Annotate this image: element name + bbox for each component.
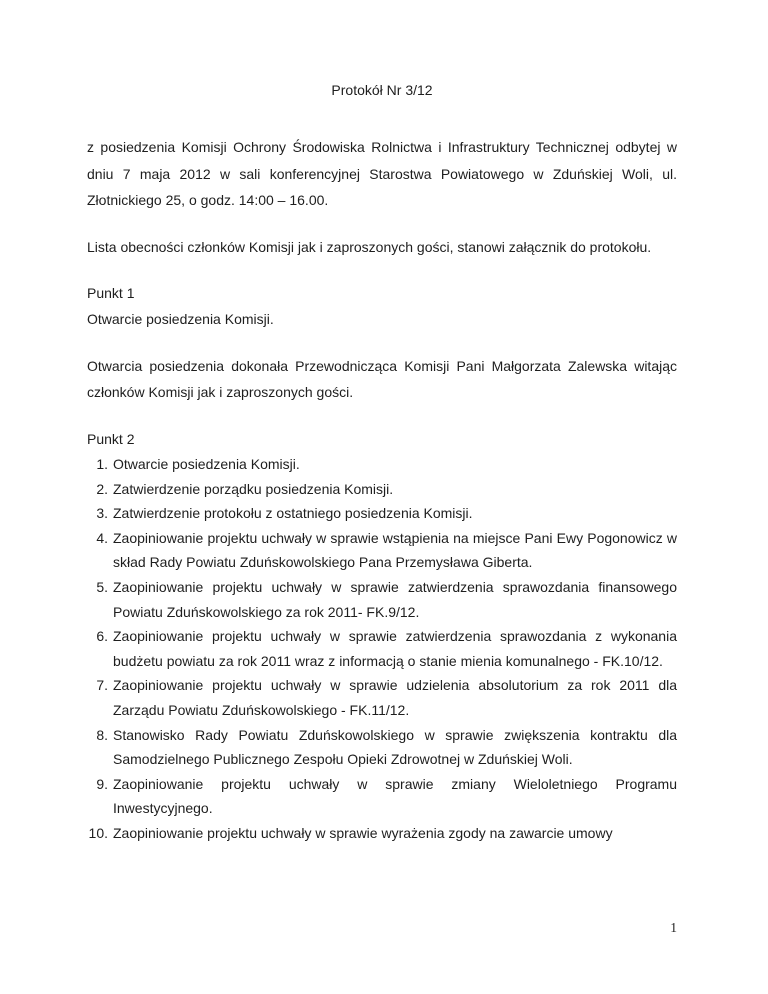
agenda-item-number: 7. — [96, 677, 108, 694]
agenda-item-text: Zatwierdzenie protokołu z ostatniego posiedzenia Komisji. — [113, 505, 473, 522]
agenda-item — [87, 452, 677, 477]
agenda-item — [87, 624, 677, 673]
agenda-item-text: Zaopiniowanie projektu uchwały w sprawie zmiany Wieloletniego Programu Inwestycyjnego. — [113, 775, 677, 817]
agenda-item-number: 10. — [88, 824, 108, 841]
agenda-item — [87, 723, 677, 772]
intro-paragraph: z posiedzenia Komisji Ochrony Środowiska Rolnictwa i Infrastruktury Technicznej odbytej w dniu 7 maja 2012 w sali konferencyjnej Starostwa Powiatowego w Zduńskiej Woli, ul. Złotnickiego 25, o godz. 14:00 – 16.00. — [87, 139, 677, 209]
agenda-item-text: Zaopiniowanie projektu uchwały w sprawie wyrażenia zgody na zawarcie umowy — [113, 824, 613, 841]
agenda-item-number: 1. — [96, 456, 108, 473]
agenda-item-number: 5. — [96, 579, 108, 596]
agenda-item-text: Zatwierdzenie porządku posiedzenia Komisji. — [113, 480, 394, 497]
agenda-item — [87, 673, 677, 722]
agenda-item-number: 6. — [96, 628, 108, 645]
agenda-list — [87, 452, 677, 846]
agenda-item-text: Zaopiniowanie projektu uchwały w sprawie wstąpienia na miejsce Pani Ewy Pogonowicz w skład Rady Powiatu Zduńskowolskiego Pana Przemysława Giberta. — [113, 529, 677, 571]
agenda-item-number: 8. — [96, 726, 108, 743]
agenda-item-text: Zaopiniowanie projektu uchwały w sprawie udzielenia absolutorium za rok 2011 dla Zarządu Powiatu Zduńskowolskiego - FK.11/12. — [113, 677, 677, 718]
attendance-paragraph: Lista obecności członków Komisji jak i zaproszonych gości, stanowi załącznik do protokołu. — [87, 238, 652, 255]
agenda-item — [87, 477, 677, 502]
agenda-item-text: Otwarcie posiedzenia Komisji. — [113, 456, 300, 473]
agenda-item-text: Zaopiniowanie projektu uchwały w sprawie zatwierdzenia sprawozdania finansowego Powiatu Zduńskowolskiego za rok 2011- FK.9/12. — [113, 579, 677, 620]
punkt2-section — [87, 426, 677, 846]
agenda-item — [87, 575, 677, 624]
agenda-item — [87, 526, 677, 575]
agenda-item-number: 3. — [96, 505, 108, 522]
punkt1-heading: Punkt 1 — [87, 285, 135, 302]
agenda-item-number: 9. — [96, 775, 108, 792]
agenda-item — [87, 501, 677, 526]
agenda-item-text: Zaopiniowanie projektu uchwały w sprawie zatwierdzenia sprawozdania z wykonania budżetu powiatu za rok 2011 wraz z informacją o stanie mienia komunalnego - FK.10/12. — [113, 628, 677, 669]
opening-paragraph: Otwarcia posiedzenia dokonała Przewodnicząca Komisji Pani Małgorzata Zalewska witając członków Komisji jak i zaproszonych gości. — [87, 357, 677, 401]
punkt2-heading: Punkt 2 — [87, 430, 135, 447]
punkt1-section — [87, 280, 677, 333]
page-number: 1 — [670, 920, 677, 935]
document-title: Protokół Nr 3/12 — [331, 82, 433, 98]
agenda-item — [87, 772, 677, 821]
punkt1-body: Otwarcie posiedzenia Komisji. — [87, 311, 274, 328]
agenda-item-number: 4. — [96, 529, 108, 546]
agenda-item-number: 2. — [96, 480, 108, 497]
agenda-item — [87, 821, 677, 846]
agenda-item-text: Stanowisko Rady Powiatu Zduńskowolskiego w sprawie zwiększenia kontraktu dla Samodzielnego Publicznego Zespołu Opieki Zdrowotnej w Zduńskiej Woli. — [113, 726, 677, 768]
